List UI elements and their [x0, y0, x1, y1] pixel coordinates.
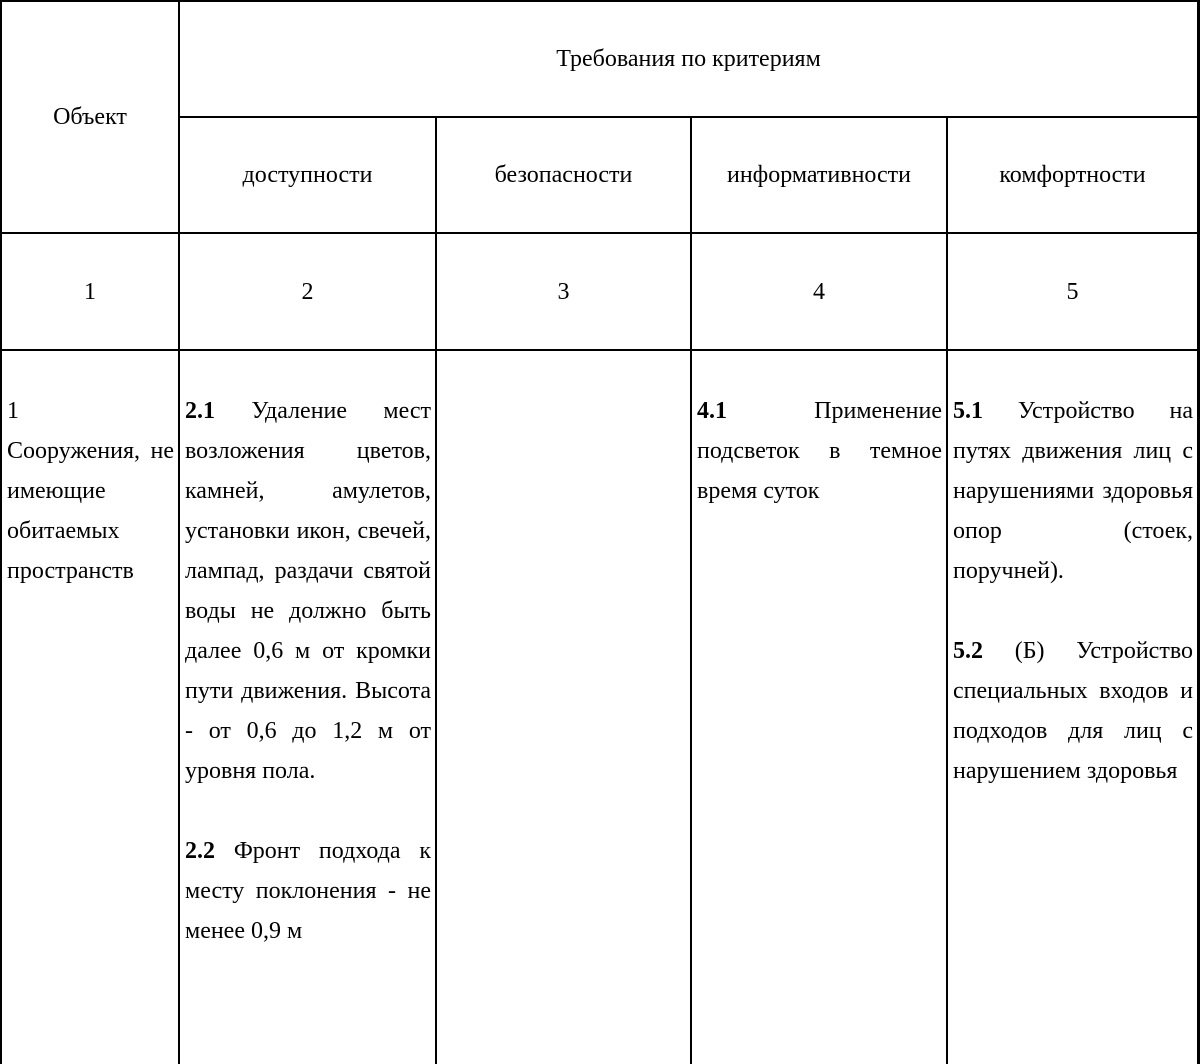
criterion-informativeness-label: информативности — [726, 162, 912, 188]
requirement-2-1 — [185, 391, 431, 791]
row-1-safety — [437, 391, 690, 1064]
requirement-5-1-number: 5.1 — [953, 398, 983, 424]
requirement-2-1-number: 2.1 — [185, 398, 215, 424]
criterion-accessibility-label: доступности — [242, 162, 373, 188]
requirement-5-2-text: (Б) Устройство специальных входов и подходов для лиц с нарушением здоровья — [953, 638, 1193, 784]
column-number-4-label: 4 — [813, 278, 825, 305]
column-number-2-label: 2 — [301, 278, 314, 305]
row-divider-numbers — [0, 349, 1200, 351]
column-number-1-label: 1 — [84, 278, 96, 305]
column-number-5-label: 5 — [1066, 278, 1079, 305]
requirement-5-1 — [953, 391, 1193, 591]
header-requirements — [180, 2, 1197, 116]
requirement-2-2-number: 2.2 — [185, 838, 215, 864]
column-number-2 — [180, 234, 435, 349]
requirement-2-2-text: Фронт подхода к месту поклонения - не менее 0,9 м — [185, 838, 432, 944]
header-criterion-informativeness — [692, 118, 946, 232]
requirement-5-2 — [953, 631, 1193, 791]
requirement-5-1-text: Устройство на путях движения лиц с нарушениями здоровья опор (стоек, поручней). — [953, 398, 1193, 584]
column-number-3 — [437, 234, 690, 349]
row-1-object-text: Сооружения, не имеющие обитаемых пространств — [7, 438, 174, 584]
header-criterion-safety — [437, 118, 690, 232]
header-object — [2, 2, 178, 232]
row-1-object — [2, 391, 178, 1064]
column-number-3-label: 3 — [557, 278, 570, 305]
header-object-label: Объект — [53, 104, 127, 130]
criterion-comfort-label: комфортности — [999, 162, 1146, 188]
row-1-object-number: 1 — [7, 398, 19, 424]
row-1-informativeness — [692, 391, 946, 1064]
column-number-5 — [948, 234, 1197, 349]
requirement-5-2-number: 5.2 — [953, 638, 983, 664]
requirement-4-1 — [697, 391, 942, 511]
row-1-comfort — [948, 391, 1197, 1064]
header-requirements-label: Требования по критериям — [556, 46, 821, 72]
requirement-4-1-text: Применение подсветок в темное время суток — [697, 398, 942, 504]
requirement-2-1-text: Удаление мест возложения цветов, камней, амулетов, установки икон, свечей, лампад, раздачи святой воды не должно быть далее 0,6 м от кромки пути движения. Высота - от 0,6 до 1,2 м от уровня пола. — [185, 398, 431, 784]
header-criterion-comfort — [948, 118, 1197, 232]
header-criterion-accessibility — [180, 118, 435, 232]
column-number-4 — [692, 234, 946, 349]
row-1-accessibility — [180, 391, 435, 1064]
criterion-safety-label: безопасности — [494, 162, 633, 188]
requirement-4-1-number: 4.1 — [697, 398, 727, 424]
requirement-2-2 — [185, 831, 431, 951]
column-number-1 — [2, 234, 178, 349]
